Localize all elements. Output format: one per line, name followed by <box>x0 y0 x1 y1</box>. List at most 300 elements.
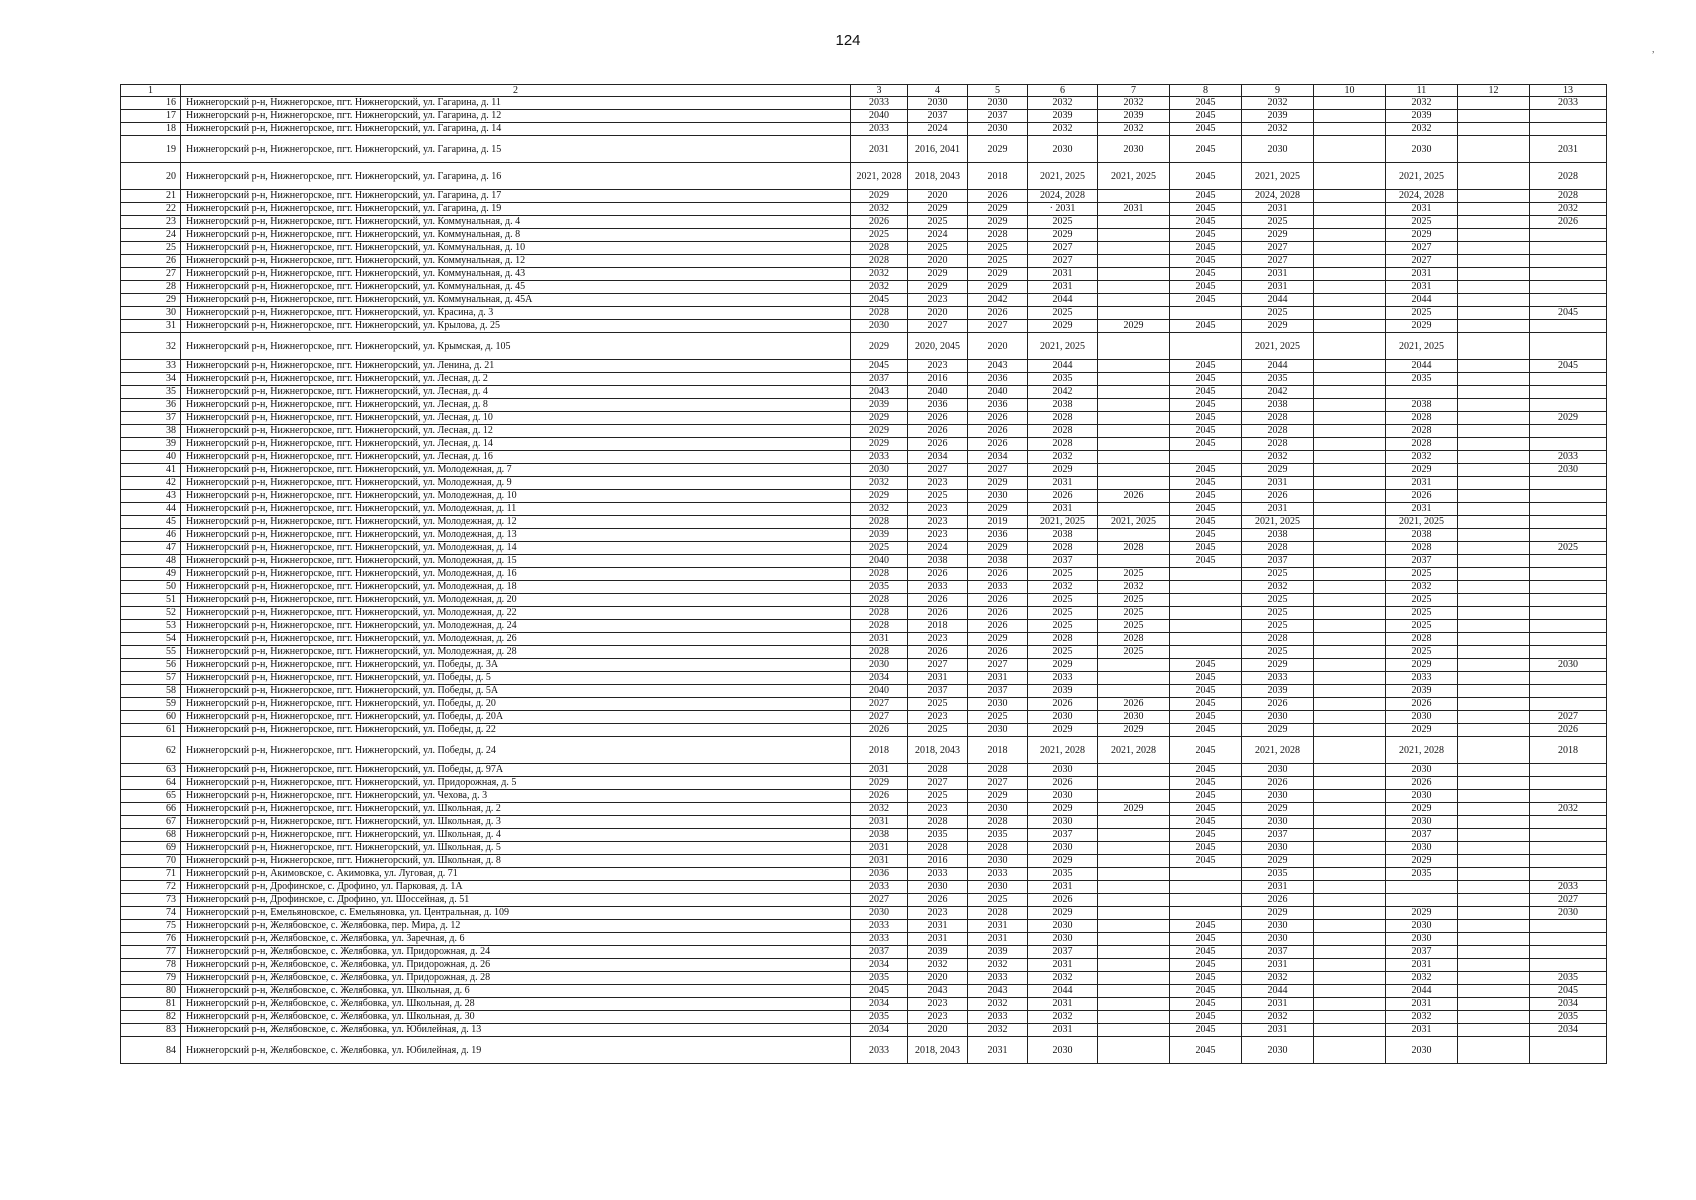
year-cell <box>1314 907 1386 920</box>
year-cell <box>1530 777 1607 790</box>
year-cell: 2042 <box>1028 386 1098 399</box>
year-cell: 2021, 2025 <box>1386 333 1458 360</box>
year-cell: 2025 <box>1028 607 1098 620</box>
year-cell: 2029 <box>1242 229 1314 242</box>
year-cell <box>1458 698 1530 711</box>
year-cell: 2025 <box>1028 568 1098 581</box>
year-cell: 2028 <box>1242 542 1314 555</box>
year-cell: 2043 <box>908 985 968 998</box>
year-cell: 2045 <box>1530 985 1607 998</box>
row-number-cell: 49 <box>121 568 181 581</box>
year-cell <box>1314 203 1386 216</box>
row-number-cell: 71 <box>121 868 181 881</box>
year-cell: 2029 <box>1098 803 1170 816</box>
row-number-cell: 47 <box>121 542 181 555</box>
year-cell: 2032 <box>908 959 968 972</box>
year-cell <box>1458 320 1530 333</box>
year-cell: 2030 <box>1386 136 1458 163</box>
year-cell: 2024 <box>908 229 968 242</box>
table-row <box>121 281 1607 294</box>
year-cell: 2025 <box>1098 594 1170 607</box>
year-cell <box>1458 294 1530 307</box>
year-cell: 2023 <box>908 360 968 373</box>
year-cell <box>1458 203 1530 216</box>
year-cell <box>1098 503 1170 516</box>
year-cell: 2029 <box>1386 229 1458 242</box>
year-cell: 2037 <box>1386 555 1458 568</box>
year-cell: 2045 <box>1170 855 1242 868</box>
year-cell: 2039 <box>1098 110 1170 123</box>
table-row <box>121 620 1607 633</box>
address-cell: Нижнегорский р-н, Нижнегорское, пгт. Нижнегорский, ул. Молодежная, д. 22 <box>181 607 851 620</box>
year-cell: 2028 <box>1028 438 1098 451</box>
year-cell <box>1530 568 1607 581</box>
year-cell <box>1170 451 1242 464</box>
year-cell: 2025 <box>1028 307 1098 320</box>
year-cell: 2037 <box>851 946 908 959</box>
row-number-cell: 23 <box>121 216 181 229</box>
row-number-cell: 33 <box>121 360 181 373</box>
year-cell <box>1458 685 1530 698</box>
year-cell: 2031 <box>968 920 1028 933</box>
year-cell: 2028 <box>968 229 1028 242</box>
year-cell: 2028 <box>908 764 968 777</box>
year-cell <box>1098 412 1170 425</box>
year-cell <box>1314 386 1386 399</box>
year-cell <box>1314 868 1386 881</box>
year-cell: 2027 <box>908 320 968 333</box>
year-cell <box>1314 477 1386 490</box>
year-cell: 2045 <box>851 985 908 998</box>
year-cell <box>1530 242 1607 255</box>
year-cell <box>1530 490 1607 503</box>
table-row <box>121 333 1607 360</box>
year-cell <box>1098 360 1170 373</box>
table-row <box>121 503 1607 516</box>
year-cell: 2037 <box>968 685 1028 698</box>
row-number-cell: 22 <box>121 203 181 216</box>
row-number-cell: 27 <box>121 268 181 281</box>
year-cell: 2031 <box>1386 959 1458 972</box>
year-cell: 2045 <box>1170 711 1242 724</box>
year-cell: 2035 <box>1530 1011 1607 1024</box>
year-cell <box>1314 1011 1386 1024</box>
year-cell: 2029 <box>968 503 1028 516</box>
year-cell: 2026 <box>1242 698 1314 711</box>
year-cell: 2045 <box>1170 412 1242 425</box>
year-cell <box>1314 920 1386 933</box>
table-row <box>121 229 1607 242</box>
row-number-cell: 20 <box>121 163 181 190</box>
year-cell <box>1458 386 1530 399</box>
year-cell: 2030 <box>1028 764 1098 777</box>
year-cell: 2023 <box>908 529 968 542</box>
year-cell <box>1314 542 1386 555</box>
year-cell: 2030 <box>908 97 968 110</box>
year-cell: 2027 <box>851 894 908 907</box>
year-cell: 2031 <box>1530 136 1607 163</box>
year-cell: 2033 <box>968 581 1028 594</box>
year-cell: 2023 <box>908 633 968 646</box>
year-cell <box>1530 229 1607 242</box>
year-cell: 2040 <box>968 386 1028 399</box>
row-number-cell: 46 <box>121 529 181 542</box>
year-cell: 2043 <box>851 386 908 399</box>
table-row <box>121 711 1607 724</box>
year-cell: 2039 <box>851 529 908 542</box>
year-cell <box>1458 163 1530 190</box>
year-cell: 2032 <box>1242 1011 1314 1024</box>
year-cell: 2031 <box>1386 503 1458 516</box>
year-cell: 2031 <box>908 933 968 946</box>
year-cell: 2030 <box>1028 933 1098 946</box>
year-cell <box>1458 672 1530 685</box>
address-cell: Нижнегорский р-н, Нижнегорское, пгт. Нижнегорский, ул. Коммунальная, д. 10 <box>181 242 851 255</box>
year-cell: 2045 <box>1170 516 1242 529</box>
row-number-cell: 48 <box>121 555 181 568</box>
year-cell: 2030 <box>968 698 1028 711</box>
year-cell <box>1314 568 1386 581</box>
address-cell: Нижнегорский р-н, Нижнегорское, пгт. Нижнегорский, ул. Молодежная, д. 13 <box>181 529 851 542</box>
year-cell <box>1458 268 1530 281</box>
year-cell <box>1098 998 1170 1011</box>
year-cell: 2045 <box>1170 229 1242 242</box>
year-cell <box>1314 425 1386 438</box>
year-cell <box>1170 894 1242 907</box>
year-cell: 2045 <box>1170 737 1242 764</box>
address-cell: Нижнегорский р-н, Акимовское, с. Акимовка, ул. Луговая, д. 71 <box>181 868 851 881</box>
year-cell <box>1458 516 1530 529</box>
year-cell <box>1314 959 1386 972</box>
year-cell: 2025 <box>1098 620 1170 633</box>
year-cell: 2024 <box>908 542 968 555</box>
year-cell: 2030 <box>1028 1037 1098 1064</box>
year-cell: 2028 <box>1028 633 1098 646</box>
table-row <box>121 1024 1607 1037</box>
year-cell: 2030 <box>851 907 908 920</box>
year-cell: 2026 <box>1530 216 1607 229</box>
year-cell: 2025 <box>1242 646 1314 659</box>
year-cell: 2033 <box>968 972 1028 985</box>
year-cell: 2039 <box>908 946 968 959</box>
year-cell <box>1458 633 1530 646</box>
year-cell <box>1458 985 1530 998</box>
year-cell: 2030 <box>968 97 1028 110</box>
year-cell: 2029 <box>908 281 968 294</box>
year-cell: 2031 <box>1242 203 1314 216</box>
year-cell: 2045 <box>1170 136 1242 163</box>
year-cell: 2044 <box>1028 294 1098 307</box>
year-cell: 2030 <box>1098 136 1170 163</box>
year-cell <box>1386 894 1458 907</box>
address-cell: Нижнегорский р-н, Нижнегорское, пгт. Нижнегорский, ул. Молодежная, д. 11 <box>181 503 851 516</box>
year-cell: 2029 <box>1386 659 1458 672</box>
year-cell: 2038 <box>908 555 968 568</box>
address-cell: Нижнегорский р-н, Нижнегорское, пгт. Нижнегорский, ул. Красина, д. 3 <box>181 307 851 320</box>
year-cell <box>1098 816 1170 829</box>
year-cell <box>1098 190 1170 203</box>
year-cell: 2026 <box>1242 490 1314 503</box>
address-cell: Нижнегорский р-н, Нижнегорское, пгт. Нижнегорский, ул. Молодежная, д. 24 <box>181 620 851 633</box>
table-row <box>121 868 1607 881</box>
table-row <box>121 737 1607 764</box>
year-cell <box>1170 581 1242 594</box>
year-cell: 2029 <box>968 542 1028 555</box>
year-cell: 2031 <box>1242 268 1314 281</box>
row-number-cell: 41 <box>121 464 181 477</box>
year-cell <box>1530 425 1607 438</box>
year-cell <box>1314 594 1386 607</box>
year-cell: 2032 <box>851 477 908 490</box>
row-number-cell: 56 <box>121 659 181 672</box>
year-cell: 2028 <box>1028 542 1098 555</box>
year-cell: 2032 <box>1386 581 1458 594</box>
row-number-cell: 19 <box>121 136 181 163</box>
year-cell: 2026 <box>1028 490 1098 503</box>
year-cell: 2023 <box>908 294 968 307</box>
year-cell: 2031 <box>851 764 908 777</box>
address-cell: Нижнегорский р-н, Нижнегорское, пгт. Нижнегорский, ул. Победы, д. 20 <box>181 698 851 711</box>
table-row <box>121 97 1607 110</box>
year-cell <box>1458 490 1530 503</box>
year-cell: 2045 <box>1170 933 1242 946</box>
year-cell <box>1098 777 1170 790</box>
year-cell: 2026 <box>1028 777 1098 790</box>
schedule-table <box>120 84 1607 1064</box>
year-cell: 2028 <box>1242 633 1314 646</box>
address-cell: Нижнегорский р-н, Желябовское, с. Желябовка, ул. Придорожная, д. 26 <box>181 959 851 972</box>
row-number-cell: 51 <box>121 594 181 607</box>
year-cell: 2026 <box>1098 490 1170 503</box>
year-cell <box>1530 1037 1607 1064</box>
year-cell: 2018 <box>1530 737 1607 764</box>
year-cell <box>1530 477 1607 490</box>
year-cell: 2037 <box>1242 829 1314 842</box>
year-cell: 2045 <box>1170 242 1242 255</box>
row-number-cell: 40 <box>121 451 181 464</box>
row-number-cell: 63 <box>121 764 181 777</box>
year-cell: 2045 <box>1170 946 1242 959</box>
year-cell: 2025 <box>1386 620 1458 633</box>
table-row <box>121 803 1607 816</box>
table-row <box>121 163 1607 190</box>
year-cell <box>1098 464 1170 477</box>
year-cell: 2039 <box>1386 110 1458 123</box>
year-cell <box>1098 855 1170 868</box>
year-cell <box>1530 529 1607 542</box>
year-cell: 2020 <box>908 190 968 203</box>
address-cell: Нижнегорский р-н, Нижнегорское, пгт. Нижнегорский, ул. Школьная, д. 4 <box>181 829 851 842</box>
year-cell <box>1314 307 1386 320</box>
table-row <box>121 136 1607 163</box>
year-cell: 2038 <box>1242 529 1314 542</box>
address-cell: Нижнегорский р-н, Желябовское, с. Желябовка, ул. Заречная, д. 6 <box>181 933 851 946</box>
year-cell: 2030 <box>1242 711 1314 724</box>
year-cell <box>1314 946 1386 959</box>
year-cell: 2037 <box>1242 946 1314 959</box>
year-cell <box>1098 907 1170 920</box>
year-cell: 2044 <box>1242 360 1314 373</box>
year-cell: 2028 <box>851 620 908 633</box>
year-cell: 2028 <box>1242 438 1314 451</box>
year-cell <box>1458 425 1530 438</box>
address-cell: Нижнегорский р-н, Нижнегорское, пгт. Нижнегорский, ул. Победы, д. 5 <box>181 672 851 685</box>
year-cell: 2030 <box>1028 136 1098 163</box>
year-cell <box>1458 581 1530 594</box>
table-row <box>121 425 1607 438</box>
year-cell: 2028 <box>1098 542 1170 555</box>
year-cell <box>1314 855 1386 868</box>
year-cell: 2028 <box>1386 412 1458 425</box>
year-cell: 2021, 2028 <box>851 163 908 190</box>
year-cell <box>1314 998 1386 1011</box>
row-number-cell: 67 <box>121 816 181 829</box>
year-cell: 2031 <box>1028 503 1098 516</box>
year-cell: 2034 <box>968 451 1028 464</box>
year-cell: 2021, 2025 <box>1386 163 1458 190</box>
year-cell: 2026 <box>968 438 1028 451</box>
address-cell: Нижнегорский р-н, Нижнегорское, пгт. Нижнегорский, ул. Молодежная, д. 15 <box>181 555 851 568</box>
address-cell: Нижнегорский р-н, Емельяновское, с. Емельяновка, ул. Центральная, д. 109 <box>181 907 851 920</box>
year-cell: 2027 <box>908 659 968 672</box>
year-cell <box>1458 607 1530 620</box>
year-cell: 2044 <box>1028 985 1098 998</box>
address-cell: Нижнегорский р-н, Желябовское, с. Желябовка, ул. Придорожная, д. 28 <box>181 972 851 985</box>
year-cell: 2025 <box>1242 568 1314 581</box>
row-number-cell: 64 <box>121 777 181 790</box>
year-cell: 2045 <box>1170 123 1242 136</box>
year-cell: 2027 <box>1242 255 1314 268</box>
year-cell: 2031 <box>1386 281 1458 294</box>
row-number-cell: 79 <box>121 972 181 985</box>
table-row <box>121 933 1607 946</box>
year-cell: 2030 <box>1098 711 1170 724</box>
year-cell: 2029 <box>908 203 968 216</box>
year-cell: 2025 <box>1242 620 1314 633</box>
year-cell <box>1458 477 1530 490</box>
year-cell <box>1314 464 1386 477</box>
year-cell: 2028 <box>968 816 1028 829</box>
row-number-cell: 28 <box>121 281 181 294</box>
year-cell: 2021, 2025 <box>1028 333 1098 360</box>
table-row <box>121 659 1607 672</box>
address-cell: Нижнегорский р-н, Нижнегорское, пгт. Нижнегорский, ул. Гагарина, д. 17 <box>181 190 851 203</box>
year-cell: 2045 <box>1170 920 1242 933</box>
year-cell <box>1314 985 1386 998</box>
year-cell: 2045 <box>1170 829 1242 842</box>
year-cell <box>1170 568 1242 581</box>
year-cell: 2018, 2043 <box>908 1037 968 1064</box>
year-cell <box>1314 216 1386 229</box>
year-cell <box>1314 972 1386 985</box>
year-cell <box>1098 894 1170 907</box>
year-cell <box>1530 581 1607 594</box>
year-cell <box>1458 190 1530 203</box>
year-cell <box>1170 646 1242 659</box>
year-cell: 2033 <box>851 123 908 136</box>
address-cell: Нижнегорский р-н, Нижнегорское, пгт. Нижнегорский, ул. Победы, д. 97А <box>181 764 851 777</box>
year-cell: 2032 <box>1242 123 1314 136</box>
year-cell: 2045 <box>1170 268 1242 281</box>
table-row <box>121 242 1607 255</box>
year-cell: 2045 <box>1170 97 1242 110</box>
year-cell: 2029 <box>851 333 908 360</box>
year-cell: 2028 <box>1098 633 1170 646</box>
year-cell: 2036 <box>968 399 1028 412</box>
year-cell: 2029 <box>1242 907 1314 920</box>
year-cell: 2037 <box>908 110 968 123</box>
year-cell <box>1458 907 1530 920</box>
year-cell: 2030 <box>1386 764 1458 777</box>
year-cell: 2045 <box>1530 360 1607 373</box>
address-cell: Нижнегорский р-н, Нижнегорское, пгт. Нижнегорский, ул. Коммунальная, д. 45А <box>181 294 851 307</box>
year-cell: 2031 <box>1242 503 1314 516</box>
year-cell: 2025 <box>1386 307 1458 320</box>
year-cell: 2045 <box>1530 307 1607 320</box>
table-row <box>121 985 1607 998</box>
year-cell <box>1098 451 1170 464</box>
year-cell: 2021, 2028 <box>1098 737 1170 764</box>
year-cell: 2032 <box>851 203 908 216</box>
year-cell: 2032 <box>1530 203 1607 216</box>
year-cell: 2027 <box>1530 894 1607 907</box>
row-number-cell: 65 <box>121 790 181 803</box>
year-cell: 2035 <box>1028 868 1098 881</box>
year-cell <box>1530 110 1607 123</box>
year-cell <box>1458 503 1530 516</box>
year-cell <box>1314 97 1386 110</box>
table-row <box>121 477 1607 490</box>
year-cell: 2045 <box>1170 842 1242 855</box>
address-cell: Нижнегорский р-н, Нижнегорское, пгт. Нижнегорский, ул. Молодежная, д. 10 <box>181 490 851 503</box>
year-cell <box>1314 711 1386 724</box>
year-cell: 2027 <box>851 698 908 711</box>
year-cell: 2040 <box>851 685 908 698</box>
year-cell <box>1314 555 1386 568</box>
year-cell: 2023 <box>908 503 968 516</box>
year-cell <box>1530 868 1607 881</box>
year-cell: 2037 <box>908 685 968 698</box>
year-cell <box>1098 425 1170 438</box>
year-cell: 2026 <box>908 438 968 451</box>
year-cell: 2030 <box>1242 842 1314 855</box>
year-cell <box>1530 698 1607 711</box>
table-row <box>121 907 1607 920</box>
year-cell: 2031 <box>851 855 908 868</box>
year-cell: 2028 <box>1242 412 1314 425</box>
year-cell: 2030 <box>851 320 908 333</box>
year-cell: 2025 <box>908 216 968 229</box>
year-cell <box>1458 373 1530 386</box>
year-cell: 2025 <box>1028 620 1098 633</box>
row-number-cell: 45 <box>121 516 181 529</box>
table-row <box>121 568 1607 581</box>
year-cell: 2020 <box>908 255 968 268</box>
year-cell: 2030 <box>1386 920 1458 933</box>
year-cell: 2034 <box>851 1024 908 1037</box>
address-cell: Нижнегорский р-н, Нижнегорское, пгт. Нижнегорский, ул. Молодежная, д. 20 <box>181 594 851 607</box>
year-cell: 2029 <box>1242 855 1314 868</box>
year-cell <box>1314 803 1386 816</box>
year-cell: 2045 <box>1170 281 1242 294</box>
address-cell: Нижнегорский р-н, Нижнегорское, пгт. Нижнегорский, ул. Лесная, д. 10 <box>181 412 851 425</box>
year-cell: 2033 <box>1530 451 1607 464</box>
table-row <box>121 998 1607 1011</box>
year-cell <box>1458 659 1530 672</box>
year-cell <box>1530 281 1607 294</box>
year-cell <box>1530 399 1607 412</box>
year-cell <box>1458 464 1530 477</box>
